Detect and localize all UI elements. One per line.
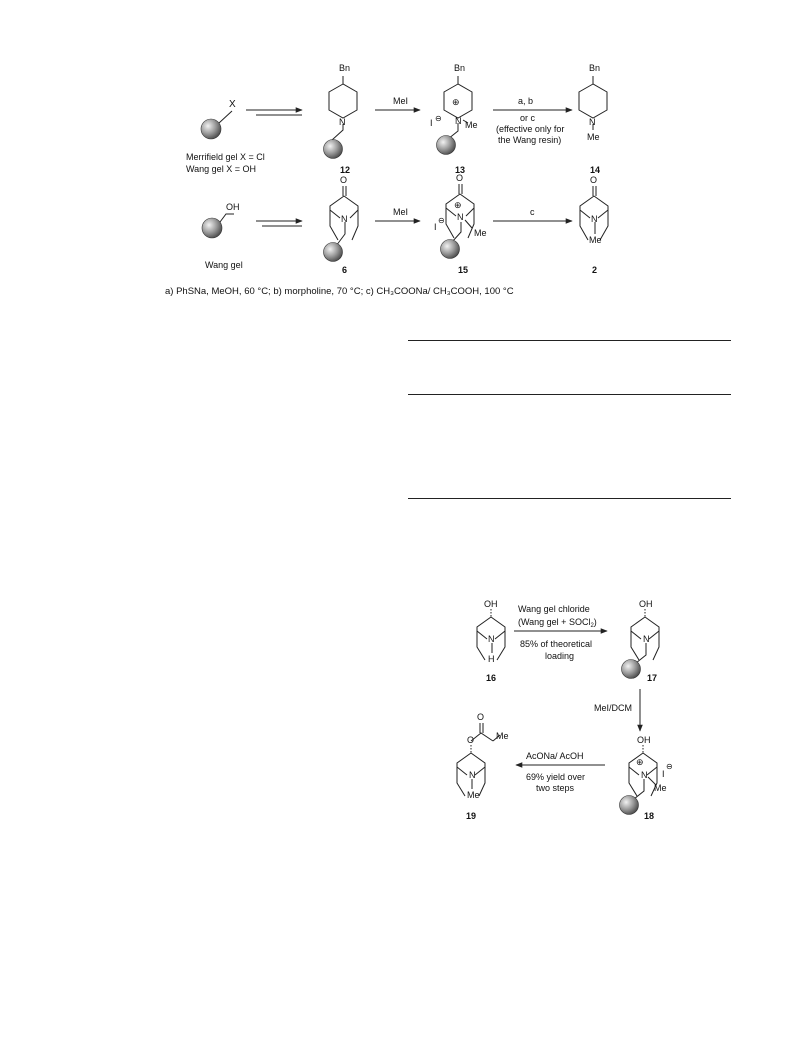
svg-text:N: N xyxy=(488,634,495,644)
svg-text:N: N xyxy=(591,214,598,224)
condition-acona: AcONa/ AcOH xyxy=(526,751,584,761)
svg-text:⊖: ⊖ xyxy=(666,762,673,771)
reagent-mei-row1: MeI xyxy=(393,96,409,106)
svg-text:Bn: Bn xyxy=(454,63,466,73)
scheme-1-graphic xyxy=(0,0,785,300)
svg-text:⊖: ⊖ xyxy=(438,216,445,225)
compound-19 xyxy=(457,723,500,796)
multistep-arrow-row2 xyxy=(256,221,302,226)
svg-text:Me: Me xyxy=(589,235,602,245)
resin-bead-row2 xyxy=(202,202,240,238)
table-bottom-rule xyxy=(408,498,731,499)
svg-text:OH: OH xyxy=(484,599,498,609)
svg-text:O: O xyxy=(467,735,475,745)
svg-text:I: I xyxy=(430,118,433,128)
condition-wang-socl2: (Wang gel + SOCl$_2$) xyxy=(518,617,597,629)
svg-text:O: O xyxy=(477,712,485,722)
svg-text:O: O xyxy=(456,173,464,183)
svg-text:N: N xyxy=(641,770,648,780)
compound-label-18: 18 xyxy=(644,811,655,821)
svg-text:X: X xyxy=(229,99,236,110)
resin-note-merrifield: Merrifield gel X = Cl xyxy=(186,152,265,162)
reagent-mei-row2: MeI xyxy=(393,207,409,217)
svg-text:⊕: ⊕ xyxy=(452,97,460,107)
svg-text:Me: Me xyxy=(467,790,480,800)
svg-text:loading: loading xyxy=(545,651,575,661)
svg-text:⊖: ⊖ xyxy=(435,114,442,123)
compound-18 xyxy=(620,745,658,815)
svg-text:69% yield over: 69% yield over xyxy=(526,772,586,782)
compound-label-16: 16 xyxy=(486,673,497,683)
svg-text:O: O xyxy=(340,175,348,185)
svg-text:two steps: two steps xyxy=(536,783,575,793)
svg-text:⊕: ⊕ xyxy=(636,757,644,767)
svg-text:N: N xyxy=(457,212,464,222)
compound-label-15: 15 xyxy=(458,265,469,275)
svg-text:(effective only for: (effective only for xyxy=(496,124,565,134)
svg-text:I: I xyxy=(434,222,437,232)
svg-text:Me: Me xyxy=(465,120,478,130)
svg-text:N: N xyxy=(455,116,462,126)
svg-text:N: N xyxy=(339,117,346,127)
svg-text:the Wang resin): the Wang resin) xyxy=(498,135,562,145)
multistep-arrow-row1 xyxy=(246,110,302,115)
svg-text:N: N xyxy=(341,214,348,224)
condition-mei-dcm: MeI/DCM xyxy=(594,703,632,713)
compound-17 xyxy=(622,609,660,679)
svg-text:or c: or c xyxy=(520,113,536,123)
scheme-1-caption: a) PhSNa, MeOH, 60 °C; b) morpholine, 70 °C; c) CH₃COONa/ CH₃COOH, 100 °C xyxy=(165,286,514,297)
svg-text:85% of theoretical: 85% of theoretical xyxy=(520,639,593,649)
compound-label-12: 12 xyxy=(340,165,351,175)
svg-text:Bn: Bn xyxy=(589,63,601,73)
compound-label-13: 13 xyxy=(455,165,466,175)
compound-label-2: 2 xyxy=(592,265,598,275)
resin-bead-row1 xyxy=(201,99,236,139)
table-mid-rule xyxy=(408,394,731,395)
compound-label-19: 19 xyxy=(466,811,477,821)
svg-text:Me: Me xyxy=(654,783,667,793)
compound-2 xyxy=(580,186,608,240)
svg-text:OH: OH xyxy=(637,735,651,745)
svg-text:OH: OH xyxy=(226,202,240,212)
svg-text:O: O xyxy=(590,175,598,185)
svg-text:Me: Me xyxy=(587,132,600,142)
svg-text:N: N xyxy=(469,770,476,780)
compound-label-17: 17 xyxy=(647,673,658,683)
compound-label-6: 6 xyxy=(342,265,348,275)
compound-label-14: 14 xyxy=(590,165,601,175)
condition-wang-chloride: Wang gel chloride xyxy=(518,604,590,614)
condition-ab: a, b xyxy=(518,96,534,106)
svg-text:Me: Me xyxy=(496,731,509,741)
resin-note-wang-row2: Wang gel xyxy=(205,260,243,270)
svg-text:⊕: ⊕ xyxy=(454,200,462,210)
svg-text:H: H xyxy=(488,654,495,664)
svg-text:Bn: Bn xyxy=(339,63,351,73)
resin-note-wang: Wang gel X = OH xyxy=(186,164,256,174)
condition-c: c xyxy=(530,207,535,217)
scheme-2-graphic xyxy=(440,585,690,830)
svg-text:I: I xyxy=(662,769,665,779)
svg-text:N: N xyxy=(643,634,650,644)
svg-text:OH: OH xyxy=(639,599,653,609)
svg-text:N: N xyxy=(589,117,596,127)
svg-text:Me: Me xyxy=(474,228,487,238)
table-top-rule xyxy=(408,340,731,341)
